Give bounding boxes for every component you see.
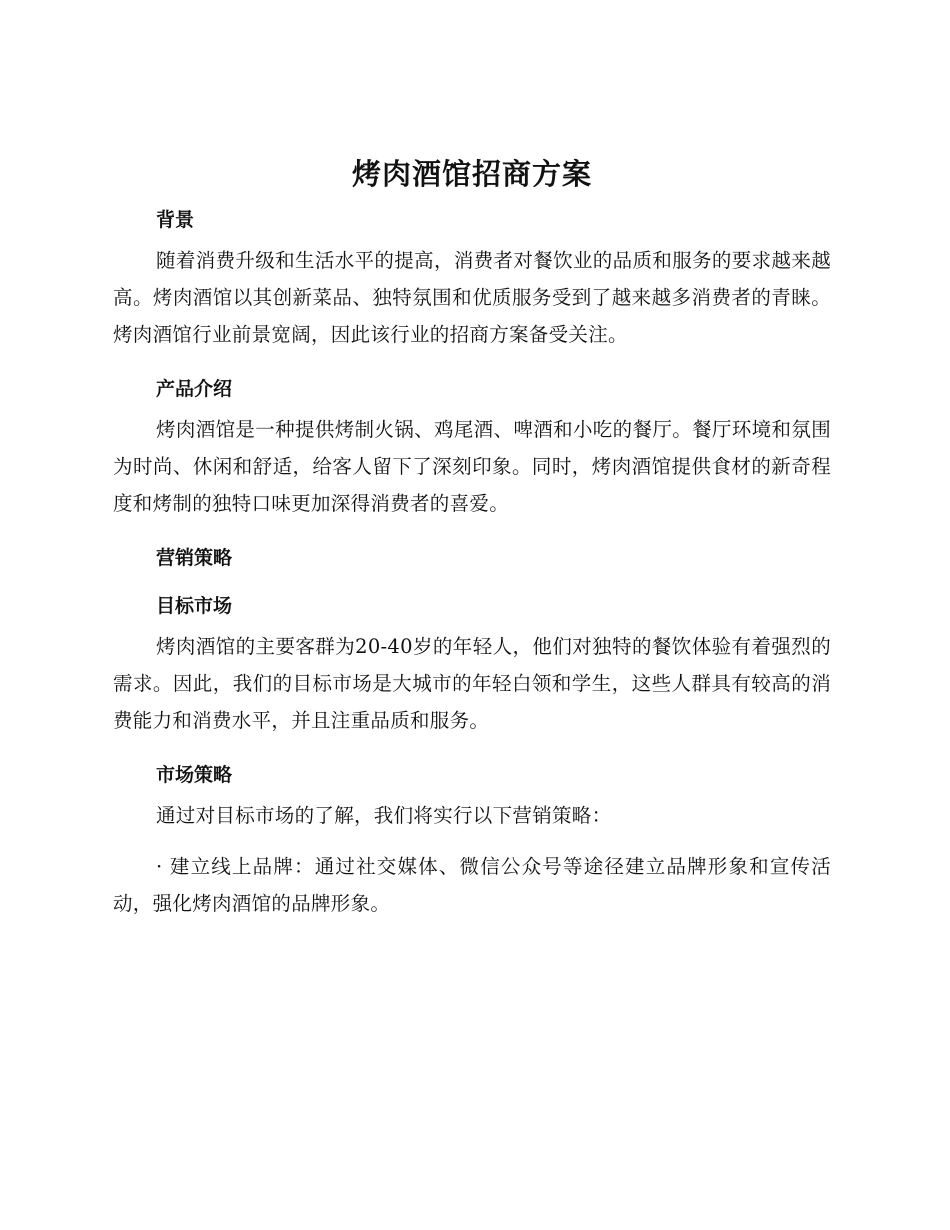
section-heading-product: 产品介绍 <box>156 378 233 400</box>
paragraph-product: 烤肉酒馆是一种提供烤制火锅、鸡尾酒、啤酒和小吃的餐厅。餐厅环境和氛围为时尚、休闲和舒适，给客人留下了深刻印象。同时，烤肉酒馆提供食材的新奇程度和烤制的独特口味更加深得消费者的喜爱。 <box>113 418 831 515</box>
section-heading-target-market: 目标市场 <box>156 595 233 617</box>
section-heading-market-strategy: 市场策略 <box>156 764 233 786</box>
bullet-item-online-brand: · 建立线上品牌：通过社交媒体、微信公众号等途径建立品牌形象和宣传活动，强化烤肉酒馆的品牌形象。 <box>113 855 831 915</box>
paragraph-target-market: 烤肉酒馆的主要客群为20-40岁的年轻人，他们对独特的餐饮体验有着强烈的需求。因此，我们的目标市场是大城市的年轻白领和学生，这些人群具有较高的消费能力和消费水平，并且注重品质和服务。 <box>113 635 831 732</box>
section-heading-background: 背景 <box>156 209 195 231</box>
paragraph-strategy-intro: 通过对目标市场的了解，我们将实行以下营销策略： <box>156 804 612 827</box>
paragraph-background: 随着消费升级和生活水平的提高，消费者对餐饮业的品质和服务的要求越来越高。烤肉酒馆以其创新菜品、独特氛围和优质服务受到了越来越多消费者的青睐。烤肉酒馆行业前景宽阔，因此该行业的招商方案备受关注。 <box>113 249 831 346</box>
document-page <box>113 150 831 936</box>
section-heading-marketing: 营销策略 <box>156 547 233 569</box>
document-title: 烤肉酒馆招商方案 <box>351 157 592 191</box>
